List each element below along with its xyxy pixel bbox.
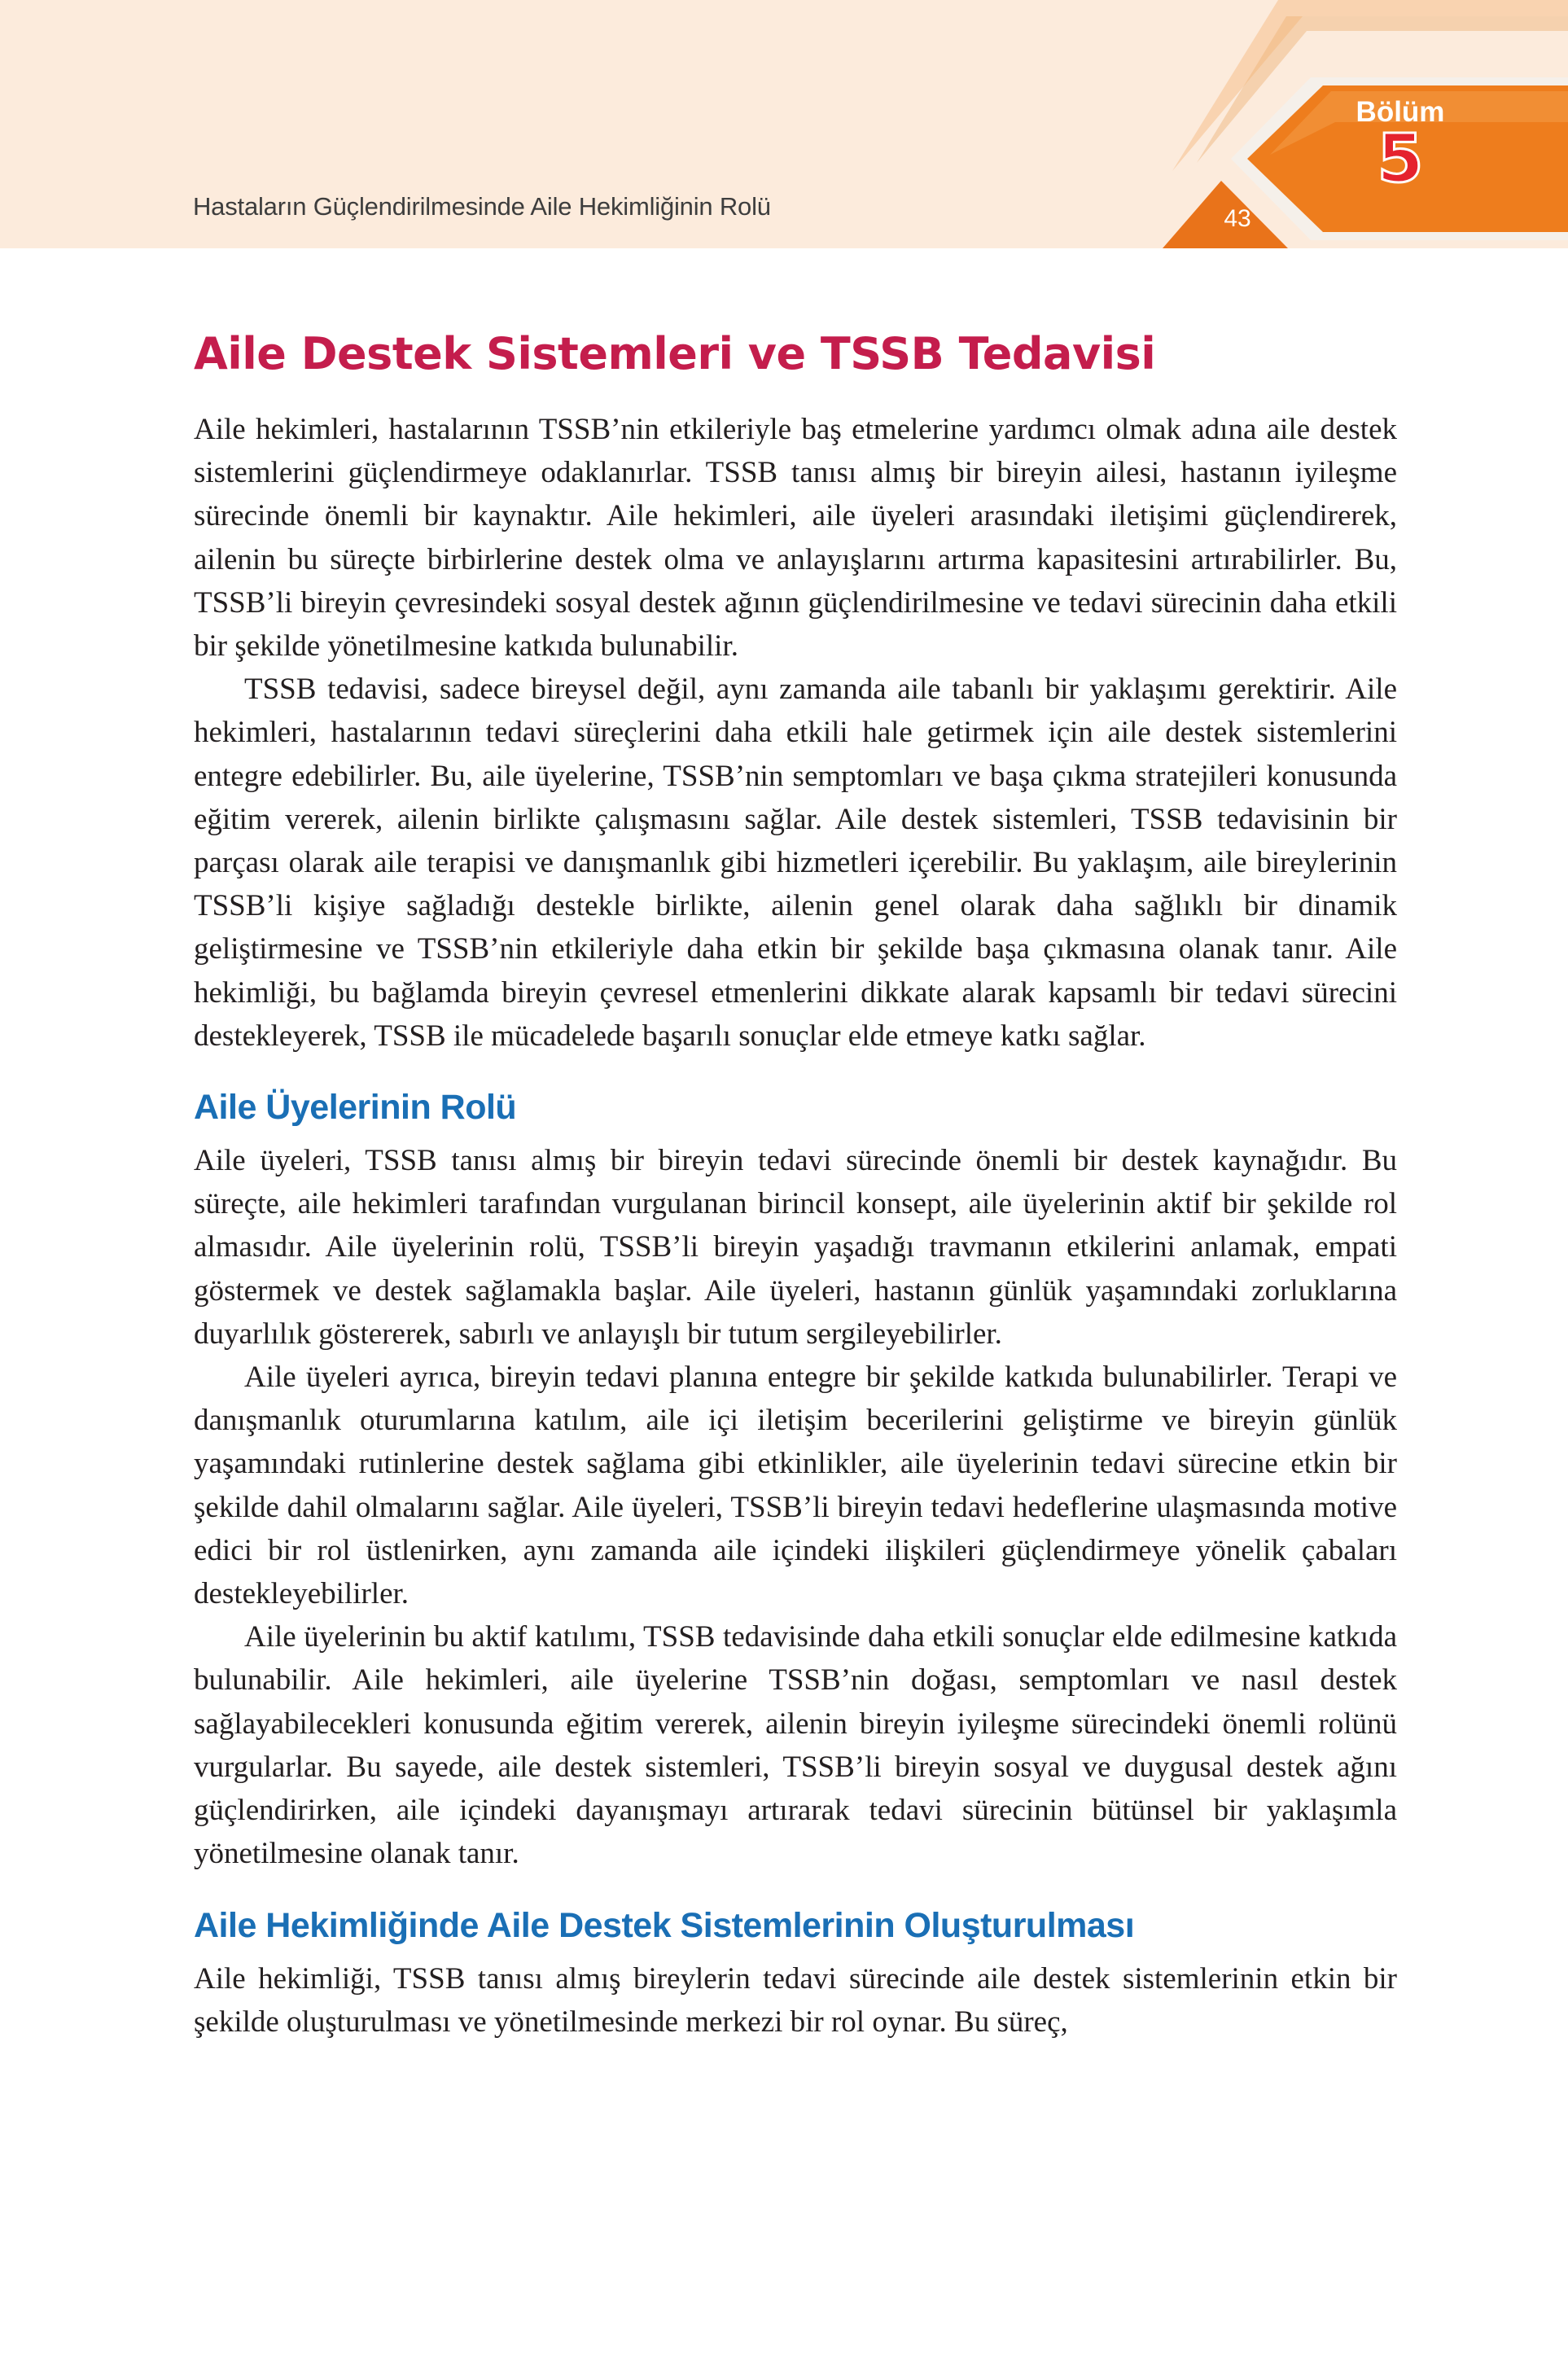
body-paragraph: Aile hekimliği, TSSB tanısı almış bireylerin tedavi sürecinde aile destek sistemlerinin etkin bir şekilde oluşturulması ve yönetilmesinde merkezi bir rol oynar. Bu süreç,	[194, 1961, 1397, 2039]
section-heading: Aile Hekimliğinde Aile Destek Sistemlerinin Oluşturulması	[194, 1905, 1135, 1945]
body-paragraph: Aile üyelerinin bu aktif katılımı, TSSB tedavisinde daha etkili sonuçlar elde edilmesine katkıda bulunabilir. Aile hekimleri, aile üyelerine TSSB’nin doğası, semptomları ve nasıl destek sağlayabilecekleri konusunda eğitim vererek, ailenin bireyin iyileşme sürecindeki önemli rolünü vurgularlar. Bu sayede, aile destek sistemleri, TSSB’li bireyin sosyal ve duygusal destek ağını güçlendirirken, aile içindeki dayanışmayı artırarak tedavi sürecinin bütünsel bir yaklaşımla yönetilmesine olanak tanır.	[194, 1620, 1397, 1871]
body-paragraph: Aile hekimleri, hastalarının TSSB’nin etkileriyle baş etmelerine yardımcı olmak adına aile destek sistemlerini güçlendirmeye odaklanırlar. TSSB tanısı almış bir bireyin ailesi, hastanın iyileşme sürecinde önemli bir kaynaktır. Aile hekimleri, aile üyeleri arasındaki iletişimi güçlendirerek, ailenin bu süreçte birbirlerine destek olma ve anlayışlarını artırma kapasitesini artırabilirler. Bu, TSSB’li bireyin çevresindeki sosyal destek ağının güçlendirilmesine ve tedavi sürecinin daha etkili bir şekilde yönetilmesine katkıda bulunabilir.	[194, 413, 1397, 664]
body-paragraph: Aile üyeleri ayrıca, bireyin tedavi planına entegre bir şekilde katkıda bulunabilirler. Terapi ve danışmanlık oturumlarına katılım, aile içi iletişim becerilerini geliştirme ve bireyin günlük yaşamındaki rutinlerine destek sağlama gibi etkinlikler, aile üyelerinin tedavi sürecine etkin bir şekilde dahil olmalarını sağlar. Aile üyeleri, TSSB’li bireyin tedavi hedeflerine ulaşmasında motive edici bir rol üstlenirken, aynı zamanda aile içindeki ilişkileri güçlendirmeye yönelik çabaları destekleyebilirler.	[194, 1360, 1397, 1611]
body-paragraph: Aile üyeleri, TSSB tanısı almış bir bireyin tedavi sürecinde önemli bir destek kaynağıdır. Bu süreçte, aile hekimleri tarafından vurgulanan birincil konsept, aile üyelerinin aktif bir şekilde rol almasıdır. Aile üyelerinin rolü, TSSB’li bireyin yaşadığı travmanın etkilerini anlamak, empati göstermek ve destek sağlamakla başlar. Aile üyeleri, hastanın günlük yaşamındaki zorluklarına duyarlılık göstererek, sabırlı ve anlayışlı bir tutum sergileyebilirler.	[194, 1144, 1397, 1351]
chapter-label: Bölüm	[1356, 96, 1445, 128]
body-paragraph: TSSB tedavisi, sadece bireysel değil, aynı zamanda aile tabanlı bir yaklaşımı gerektirir. Aile hekimleri, hastalarının tedavi süreçlerini daha etkili hale getirmek için aile destek sistemlerini entegre edebilirler. Bu, aile üyelerine, TSSB’nin semptomları ve başa çıkma stratejileri konusunda eğitim vererek, ailenin birlikte çalışmasını sağlar. Aile destek sistemleri, TSSB tedavisinin bir parçası olarak aile terapisi ve danışmanlık gibi hizmetleri içerebilir. Bu yaklaşım, aile bireylerinin TSSB’li kişiye sağladığı destekle birlikte, ailenin genel olarak daha sağlıklı bir dinamik geliştirmesine ve TSSB’nin etkileriyle daha etkin bir şekilde başa çıkmasına olanak tanır. Aile hekimliği, bu bağlamda bireyin çevresel etmenlerini dikkate alarak kapsamlı bir tedavi sürecini destekleyerek, TSSB ile mücadelede başarılı sonuçlar elde etmeye katkı sağlar.	[194, 673, 1397, 1053]
running-title: Hastaların Güçlendirilmesinde Aile Hekimliğinin Rolü	[193, 192, 771, 221]
page-content	[194, 322, 1397, 2044]
page-number: 43	[1224, 205, 1251, 232]
chapter-number: 5	[1377, 120, 1424, 198]
page-title: Aile Destek Sistemleri ve TSSB Tedavisi	[194, 328, 1156, 379]
section-heading: Aile Üyelerinin Rolü	[194, 1088, 517, 1128]
